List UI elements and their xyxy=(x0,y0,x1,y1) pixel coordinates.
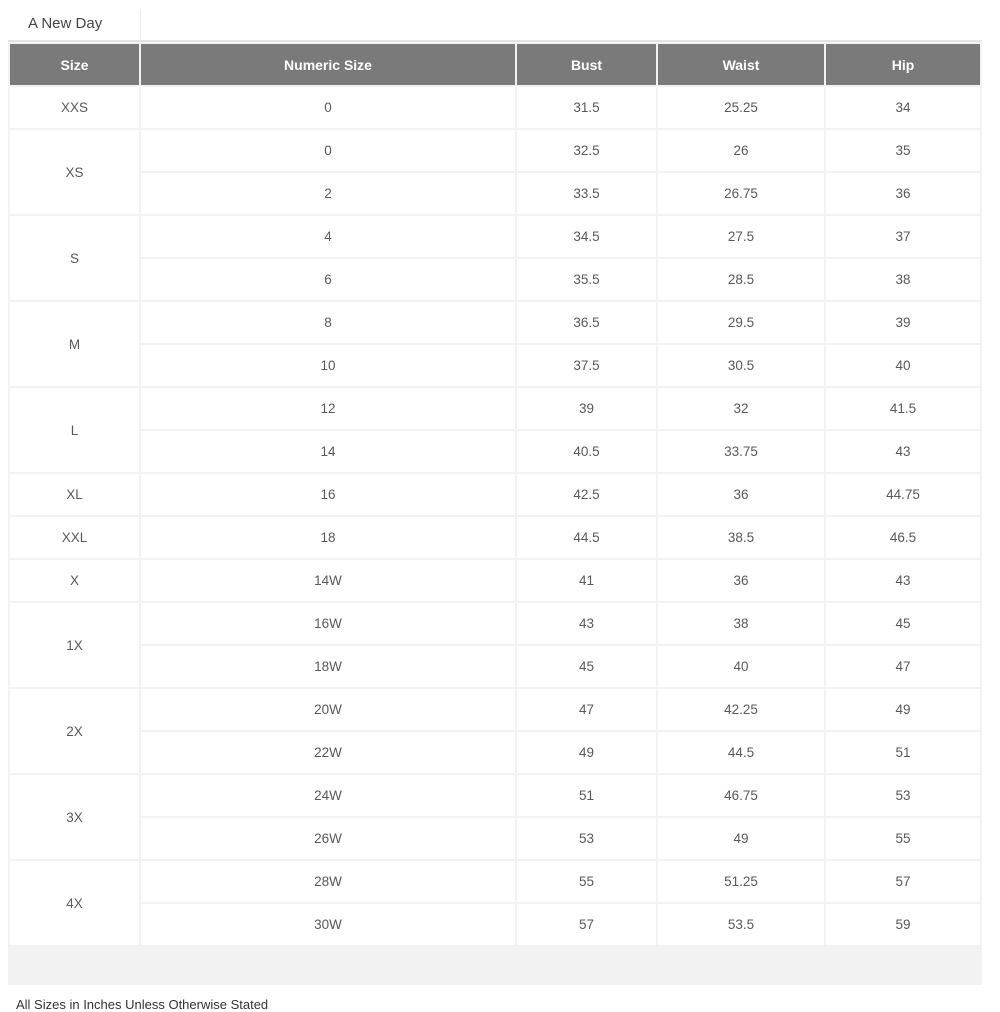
numeric-size-cell: 18W xyxy=(141,644,517,687)
header-hip: Hip xyxy=(826,44,980,85)
table-row xyxy=(10,902,980,945)
hip-cell: 43 xyxy=(826,558,980,601)
bust-cell: 31.5 xyxy=(517,85,658,128)
waist-cell: 38.5 xyxy=(658,515,826,558)
waist-cell: 32 xyxy=(658,386,826,429)
table-row xyxy=(10,644,980,687)
table-header-row xyxy=(10,44,980,85)
table-row xyxy=(10,730,980,773)
table-row xyxy=(10,859,980,902)
table-row xyxy=(10,773,980,816)
header-numeric-size: Numeric Size xyxy=(141,44,517,85)
hip-cell: 34 xyxy=(826,85,980,128)
brand-tab[interactable]: A New Day xyxy=(8,9,141,40)
waist-cell: 36 xyxy=(658,472,826,515)
bust-cell: 41 xyxy=(517,558,658,601)
table-row xyxy=(10,472,980,515)
table-row xyxy=(10,214,980,257)
size-label-cell: XXS xyxy=(10,85,141,128)
bust-cell: 43 xyxy=(517,601,658,644)
size-label-cell: 1X xyxy=(10,601,141,687)
waist-cell: 44.5 xyxy=(658,730,826,773)
table-row xyxy=(10,85,980,128)
waist-cell: 51.25 xyxy=(658,859,826,902)
hip-cell: 53 xyxy=(826,773,980,816)
waist-cell: 30.5 xyxy=(658,343,826,386)
table-row xyxy=(10,816,980,859)
header-waist: Waist xyxy=(658,44,826,85)
waist-cell: 26 xyxy=(658,128,826,171)
bust-cell: 42.5 xyxy=(517,472,658,515)
hip-cell: 51 xyxy=(826,730,980,773)
bust-cell: 57 xyxy=(517,902,658,945)
waist-cell: 49 xyxy=(658,816,826,859)
waist-cell: 42.25 xyxy=(658,687,826,730)
hip-cell: 39 xyxy=(826,300,980,343)
bust-cell: 55 xyxy=(517,859,658,902)
numeric-size-cell: 24W xyxy=(141,773,517,816)
hip-cell: 43 xyxy=(826,429,980,472)
numeric-size-cell: 2 xyxy=(141,171,517,214)
table-row xyxy=(10,558,980,601)
hip-cell: 44.75 xyxy=(826,472,980,515)
table-row xyxy=(10,128,980,171)
hip-cell: 47 xyxy=(826,644,980,687)
hip-cell: 41.5 xyxy=(826,386,980,429)
numeric-size-cell: 4 xyxy=(141,214,517,257)
header-size: Size xyxy=(10,44,141,85)
table-row xyxy=(10,601,980,644)
size-label-cell: XS xyxy=(10,128,141,214)
hip-cell: 59 xyxy=(826,902,980,945)
bust-cell: 49 xyxy=(517,730,658,773)
numeric-size-cell: 8 xyxy=(141,300,517,343)
numeric-size-cell: 0 xyxy=(141,85,517,128)
hip-cell: 40 xyxy=(826,343,980,386)
bust-cell: 39 xyxy=(517,386,658,429)
size-label-cell: XL xyxy=(10,472,141,515)
waist-cell: 46.75 xyxy=(658,773,826,816)
waist-cell: 33.75 xyxy=(658,429,826,472)
bust-cell: 40.5 xyxy=(517,429,658,472)
waist-cell: 53.5 xyxy=(658,902,826,945)
size-label-cell: 2X xyxy=(10,687,141,773)
numeric-size-cell: 10 xyxy=(141,343,517,386)
hip-cell: 36 xyxy=(826,171,980,214)
table-row xyxy=(10,515,980,558)
numeric-size-cell: 22W xyxy=(141,730,517,773)
size-label-cell: S xyxy=(10,214,141,300)
header-bust: Bust xyxy=(517,44,658,85)
size-label-cell: XXL xyxy=(10,515,141,558)
size-label-cell: L xyxy=(10,386,141,472)
numeric-size-cell: 0 xyxy=(141,128,517,171)
waist-cell: 28.5 xyxy=(658,257,826,300)
numeric-size-cell: 16 xyxy=(141,472,517,515)
bust-cell: 51 xyxy=(517,773,658,816)
table-row xyxy=(10,171,980,214)
table-row xyxy=(10,386,980,429)
numeric-size-cell: 14W xyxy=(141,558,517,601)
bust-cell: 53 xyxy=(517,816,658,859)
size-label-cell: 4X xyxy=(10,859,141,945)
size-chart-panel xyxy=(8,40,982,1012)
table-row xyxy=(10,687,980,730)
table-row xyxy=(10,343,980,386)
size-label-cell: 3X xyxy=(10,773,141,859)
bust-cell: 37.5 xyxy=(517,343,658,386)
waist-cell: 27.5 xyxy=(658,214,826,257)
bust-cell: 44.5 xyxy=(517,515,658,558)
numeric-size-cell: 12 xyxy=(141,386,517,429)
waist-cell: 40 xyxy=(658,644,826,687)
numeric-size-cell: 16W xyxy=(141,601,517,644)
hip-cell: 49 xyxy=(826,687,980,730)
size-label-cell: M xyxy=(10,300,141,386)
hip-cell: 57 xyxy=(826,859,980,902)
table-body xyxy=(10,85,980,945)
bust-cell: 32.5 xyxy=(517,128,658,171)
hip-cell: 55 xyxy=(826,816,980,859)
table-row xyxy=(10,257,980,300)
numeric-size-cell: 20W xyxy=(141,687,517,730)
waist-cell: 38 xyxy=(658,601,826,644)
waist-cell: 26.75 xyxy=(658,171,826,214)
table-row xyxy=(10,429,980,472)
bust-cell: 33.5 xyxy=(517,171,658,214)
size-label-cell: X xyxy=(10,558,141,601)
numeric-size-cell: 18 xyxy=(141,515,517,558)
numeric-size-cell: 30W xyxy=(141,902,517,945)
size-chart-table xyxy=(10,44,980,945)
numeric-size-cell: 14 xyxy=(141,429,517,472)
waist-cell: 29.5 xyxy=(658,300,826,343)
numeric-size-cell: 26W xyxy=(141,816,517,859)
bust-cell: 47 xyxy=(517,687,658,730)
hip-cell: 38 xyxy=(826,257,980,300)
hip-cell: 46.5 xyxy=(826,515,980,558)
bust-cell: 36.5 xyxy=(517,300,658,343)
waist-cell: 25.25 xyxy=(658,85,826,128)
bust-cell: 45 xyxy=(517,644,658,687)
table-row xyxy=(10,300,980,343)
numeric-size-cell: 6 xyxy=(141,257,517,300)
numeric-size-cell: 28W xyxy=(141,859,517,902)
bust-cell: 34.5 xyxy=(517,214,658,257)
hip-cell: 45 xyxy=(826,601,980,644)
waist-cell: 36 xyxy=(658,558,826,601)
bust-cell: 35.5 xyxy=(517,257,658,300)
hip-cell: 37 xyxy=(826,214,980,257)
footnote: All Sizes in Inches Unless Otherwise Stated xyxy=(16,997,269,1012)
hip-cell: 35 xyxy=(826,128,980,171)
